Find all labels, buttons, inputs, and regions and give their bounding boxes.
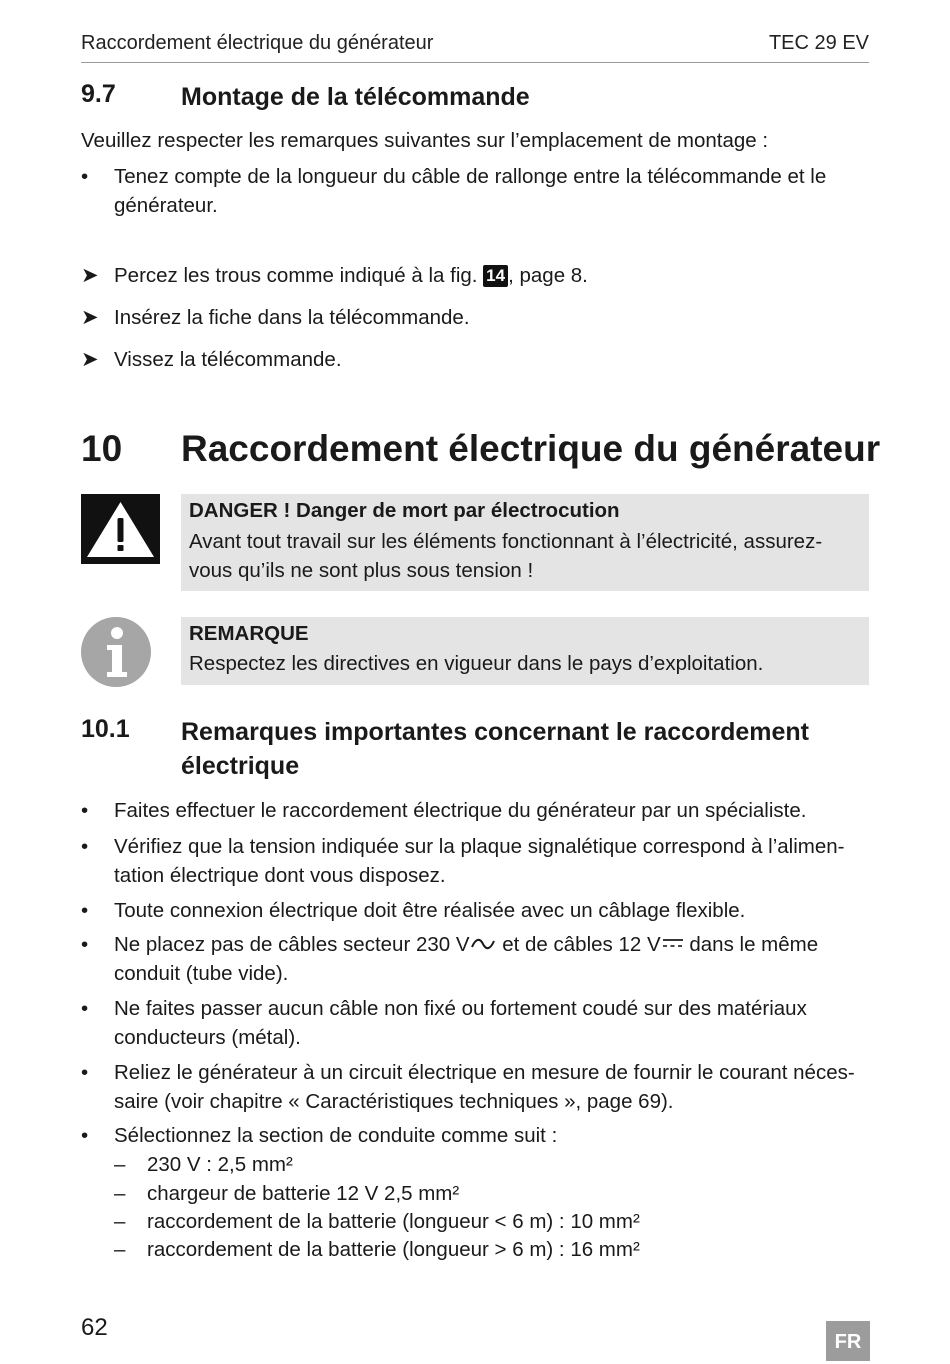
dash-mark: – (114, 1210, 126, 1233)
section-title: Montage de la télécommande (181, 83, 530, 111)
figure-reference: 14 (483, 265, 508, 287)
bullet-mark: • (81, 165, 89, 188)
instruction-step (81, 345, 871, 374)
danger-notice (181, 494, 869, 591)
arrow-icon: ➤ (81, 306, 99, 329)
danger-title: DANGER ! Danger de mort par électrocution (189, 499, 620, 522)
intro-text: Veuillez respecter les remarques suivantes sur l’emplacement de montage : (81, 129, 769, 152)
chapter-number: 10 (81, 428, 123, 469)
arrow-icon: ➤ (81, 264, 99, 287)
dash-mark: – (114, 1182, 126, 1205)
sub-list-item-text: 230 V : 2,5 mm² (147, 1153, 293, 1176)
step-text: Vissez la télécommande. (114, 348, 342, 371)
list-item-text: Toute connexion électrique doit être réalisée avec un câblage flexible. (114, 899, 746, 922)
bullet-mark: • (81, 997, 89, 1020)
list-item-text: saire (voir chapitre « Caractéristiques techniques », page 69). (114, 1090, 674, 1113)
list-item-text: Tenez compte de la longueur du câble de rallonge entre la télécommande et le générateur. (114, 165, 827, 217)
list-item (81, 796, 871, 825)
header-model: TEC 29 EV (768, 32, 869, 54)
step-text (114, 261, 588, 290)
dc-symbol-icon (662, 937, 684, 949)
danger-text-line: vous qu’ils ne sont plus sous tension ! (189, 559, 534, 582)
arrow-icon: ➤ (81, 348, 99, 371)
header-chapter: Raccordement électrique du générateur (81, 32, 434, 54)
list-item (81, 832, 871, 890)
instruction-step (81, 303, 871, 332)
bullet-mark: • (81, 799, 89, 822)
chapter-heading-10 (81, 428, 881, 474)
sub-list-item-text: raccordement de la batterie (longueur < 6 m) : 10 mm² (147, 1210, 640, 1233)
page-number: 62 (81, 1314, 108, 1341)
sub-list-item-text: chargeur de batterie 12 V 2,5 mm² (147, 1182, 460, 1205)
list-item-text: Sélectionnez la section de conduite comme suit : (114, 1124, 558, 1147)
bullet-mark: • (81, 1061, 89, 1084)
warning-triangle-icon (81, 494, 160, 564)
list-item-text: conducteurs (métal). (114, 1026, 301, 1049)
bullet-mark: • (81, 933, 89, 956)
step-text-start: Percez les trous comme indiqué à la fig. (114, 264, 484, 287)
info-circle-icon (80, 616, 152, 688)
dash-mark: – (114, 1238, 126, 1261)
danger-text-line: Avant tout travail sur les éléments fonctionnant à l’électricité, assurez- (189, 530, 823, 553)
section-number: 9.7 (81, 80, 116, 108)
instruction-step (81, 261, 871, 290)
text-fragment: et de câbles 12 V (496, 933, 661, 956)
list-item-text: Ne faites passer aucun câble non fixé ou fortement coudé sur des matériaux (114, 997, 807, 1020)
text-fragment: Ne placez pas de câbles secteur 230 V (114, 933, 470, 956)
list-item (81, 994, 871, 1052)
step-text-end: , page 8. (508, 264, 588, 287)
section-number: 10.1 (81, 715, 130, 743)
dash-mark: – (114, 1153, 126, 1176)
bullet-mark: • (81, 835, 89, 858)
list-item (81, 930, 871, 988)
list-item-text: Vérifiez que la tension indiquée sur la plaque signalétique correspond à l’alimen- (114, 835, 845, 858)
language-tab: FR (826, 1321, 870, 1361)
list-item-text (114, 930, 871, 959)
section-heading-9-7 (81, 80, 871, 114)
step-text: Insérez la fiche dans la télécommande. (114, 306, 470, 329)
section-title-line: électrique (181, 752, 300, 780)
bullet-mark: • (81, 899, 89, 922)
list-item (81, 1058, 871, 1116)
page-header (81, 30, 869, 63)
list-item-text: tation électrique dont vous disposez. (114, 864, 446, 887)
section-heading-10-1 (81, 715, 871, 783)
chapter-title: Raccordement électrique du générateur (181, 428, 881, 469)
ac-tilde-icon (471, 937, 495, 951)
list-item-text: conduit (tube vide). (114, 962, 289, 985)
text-fragment: dans le même (683, 933, 819, 956)
list-item-text: Faites effectuer le raccordement électrique du générateur par un spécialiste. (114, 799, 807, 822)
note-text: Respectez les directives en vigueur dans le pays d’exploitation. (189, 652, 764, 675)
sub-list-item-text: raccordement de la batterie (longueur > 6 m) : 16 mm² (147, 1238, 640, 1261)
list-item (81, 896, 871, 925)
list-item (81, 162, 871, 220)
note-box (181, 617, 869, 685)
section-title-line: Remarques importantes concernant le raccordement (181, 718, 809, 746)
list-item (81, 1121, 871, 1266)
note-title: REMARQUE (189, 622, 309, 645)
bullet-mark: • (81, 1124, 89, 1147)
list-item-text: Reliez le générateur à un circuit électrique en mesure de fournir le courant néces- (114, 1061, 855, 1084)
